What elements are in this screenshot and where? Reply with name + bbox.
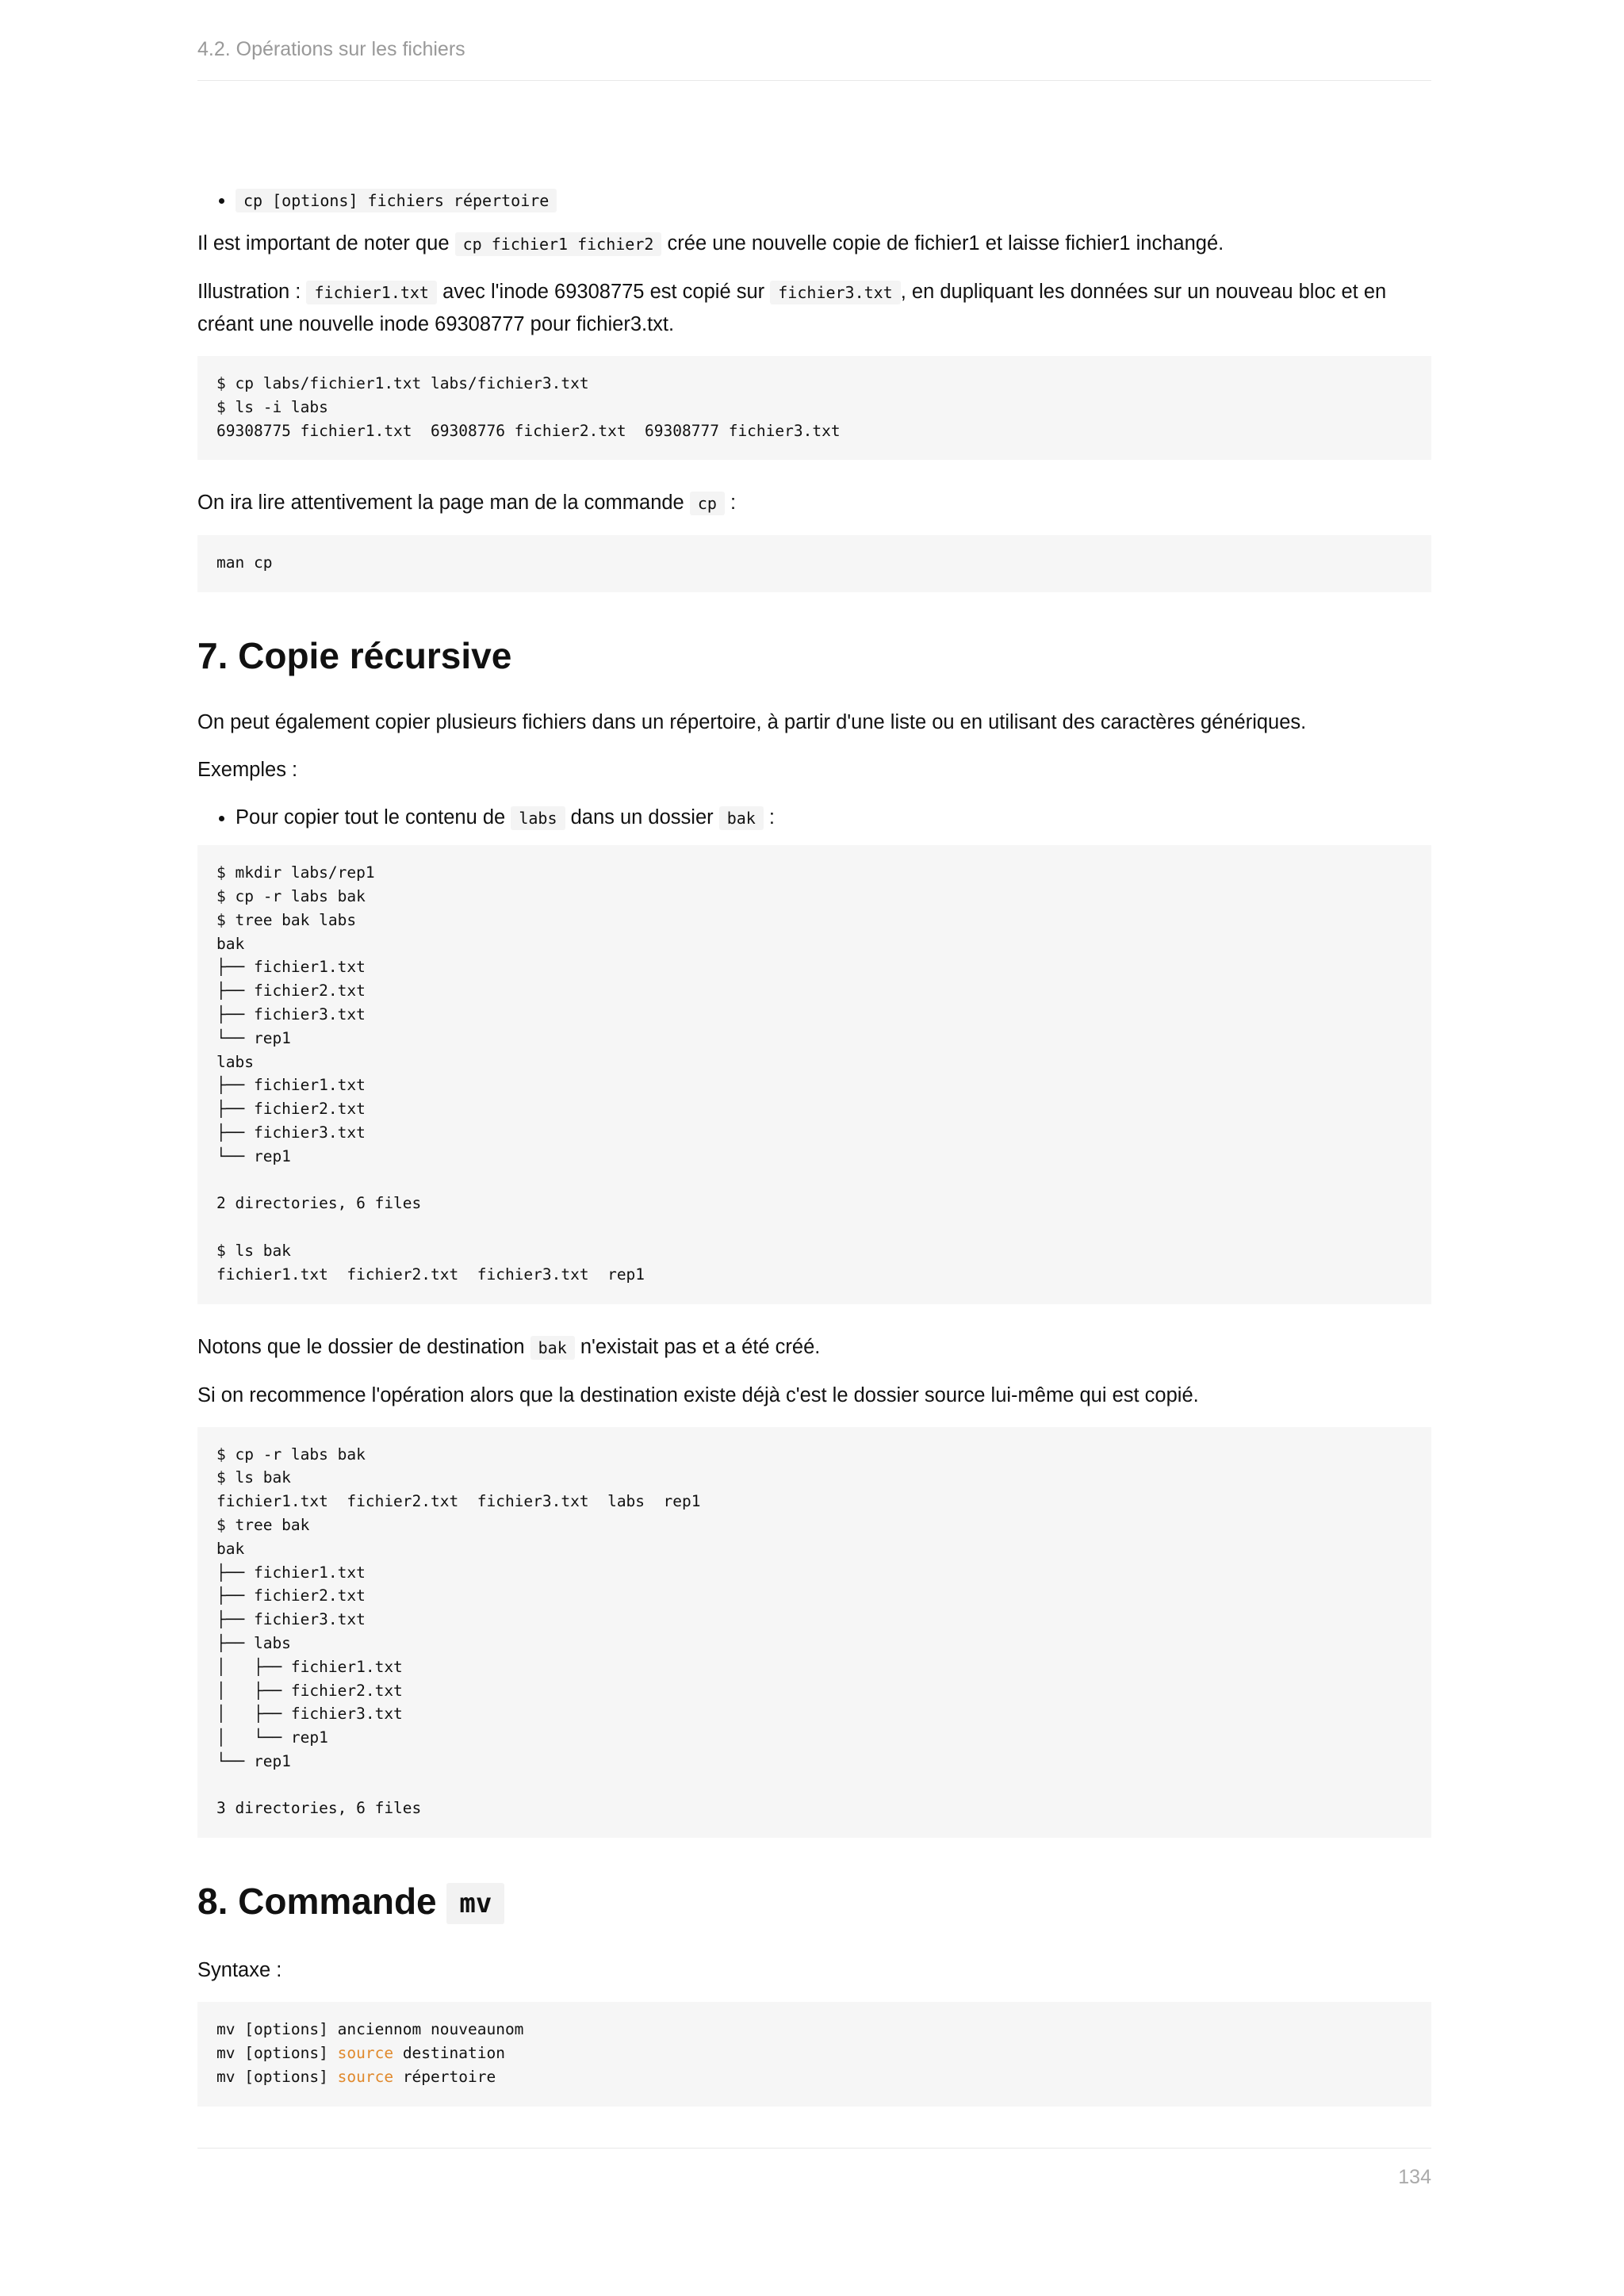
text-run: n'existait pas et a été créé.: [574, 1335, 821, 1358]
page-number: 134: [1398, 2166, 1431, 2188]
section-heading-recursive-copy: 7. Copie récursive: [197, 635, 512, 677]
code-keyword: source: [337, 2044, 394, 2063]
text-run: Notons que le dossier de destination: [197, 1335, 530, 1358]
text-run: :: [763, 806, 775, 829]
text-run: crée une nouvelle copie de fichier1 et laisse fichier1 inchangé.: [661, 232, 1224, 254]
list-item: [236, 184, 1431, 216]
code-line-part: répertoire: [393, 2067, 496, 2086]
running-header: 4.2. Opérations sur les fichiers: [197, 38, 465, 60]
text-run: Illustration :: [197, 281, 307, 303]
code-block-recursive-repeat: $ cp -r labs bak $ ls bak fichier1.txt fichier2.txt fichier3.txt labs rep1 $ tree bak bak ├── fichier1.txt ├── fichier2.txt ├── fichier3.txt ├── labs │ ├── fichier1.txt │ ├── fichier2.txt │ ├── fichier3.txt │ └── rep1 └── rep1 3 directories, 6 files: [197, 1427, 1431, 1839]
code-block-man-cp: man cp: [197, 535, 1431, 592]
code-block-cp-inode: $ cp labs/fichier1.txt labs/fichier3.txt $ ls -i labs 69308775 fichier1.txt 69308776 fichier2.txt 69308777 fichier3.txt: [197, 356, 1431, 460]
text-run: avec l'inode 69308775 est copié sur: [436, 281, 771, 303]
page-content: [197, 184, 1431, 2133]
paragraph-repeat-note: Si on recommence l'opération alors que la destination existe déjà c'est le dossier source lui-même qui est copié.: [197, 1383, 1199, 1406]
paragraph-syntax-label: Syntaxe :: [197, 1959, 282, 1982]
footer-divider: [197, 2148, 1431, 2149]
inline-code: labs: [511, 806, 565, 830]
inline-code: fichier3.txt: [770, 281, 901, 304]
text-run: Il est important de noter que: [197, 232, 455, 254]
code-line-part: destination: [393, 2044, 505, 2063]
inline-code: fichier1.txt: [306, 281, 437, 304]
code-keyword: source: [337, 2067, 394, 2086]
code-block-recursive-copy: $ mkdir labs/rep1 $ cp -r labs bak $ tree bak labs bak ├── fichier1.txt ├── fichier2.txt ├── fichier3.txt └── rep1 labs ├── fichier1.txt ├── fichier2.txt ├── fichier3.txt └── rep1 2 directories, 6 files $ ls bak fichier1.txt fichier2.txt fichier3.txt rep1: [197, 845, 1431, 1303]
examples-list: [197, 802, 1431, 834]
text-run: dans un dossier: [565, 806, 719, 829]
code-block-mv-syntax: [197, 2002, 1431, 2106]
heading-inline-code: mv: [446, 1883, 504, 1924]
list-item: [236, 802, 1431, 834]
syntax-list: [197, 184, 1431, 216]
code-line-part: mv [options]: [216, 2067, 338, 2086]
heading-text: 8. Commande: [197, 1881, 447, 1923]
paragraph-illustration: [197, 276, 1431, 340]
paragraph-examples-label: Exemples :: [197, 759, 298, 782]
inline-code: cp: [690, 492, 725, 515]
paragraph-copy-note: [197, 228, 1431, 260]
text-run: On ira lire attentivement la page man de la commande: [197, 492, 690, 515]
header-divider: [197, 80, 1431, 81]
inline-code: cp [options] fichiers répertoire: [236, 189, 557, 212]
paragraph-man-page: [197, 487, 1431, 519]
inline-code: bak: [719, 806, 764, 830]
text-run: Pour copier tout le contenu de: [236, 806, 511, 829]
paragraph-destination-note: [197, 1331, 1431, 1364]
inline-code: bak: [530, 1336, 575, 1360]
code-line: mv [options] anciennom nouveaunom: [216, 2020, 524, 2039]
text-run: :: [724, 492, 737, 515]
code-line-part: mv [options]: [216, 2044, 338, 2063]
inline-code: cp fichier1 fichier2: [455, 232, 662, 256]
paragraph-recursive-intro: On peut également copier plusieurs fichiers dans un répertoire, à partir d'une liste ou en utilisant des caractères génériques.: [197, 711, 1307, 734]
text-run: , en dupliquant les données sur un nouveau bloc et en créant une nouvelle inode 69308777 pour fichier3.txt.: [197, 281, 1387, 335]
section-heading-mv-command: [197, 1879, 1431, 1926]
